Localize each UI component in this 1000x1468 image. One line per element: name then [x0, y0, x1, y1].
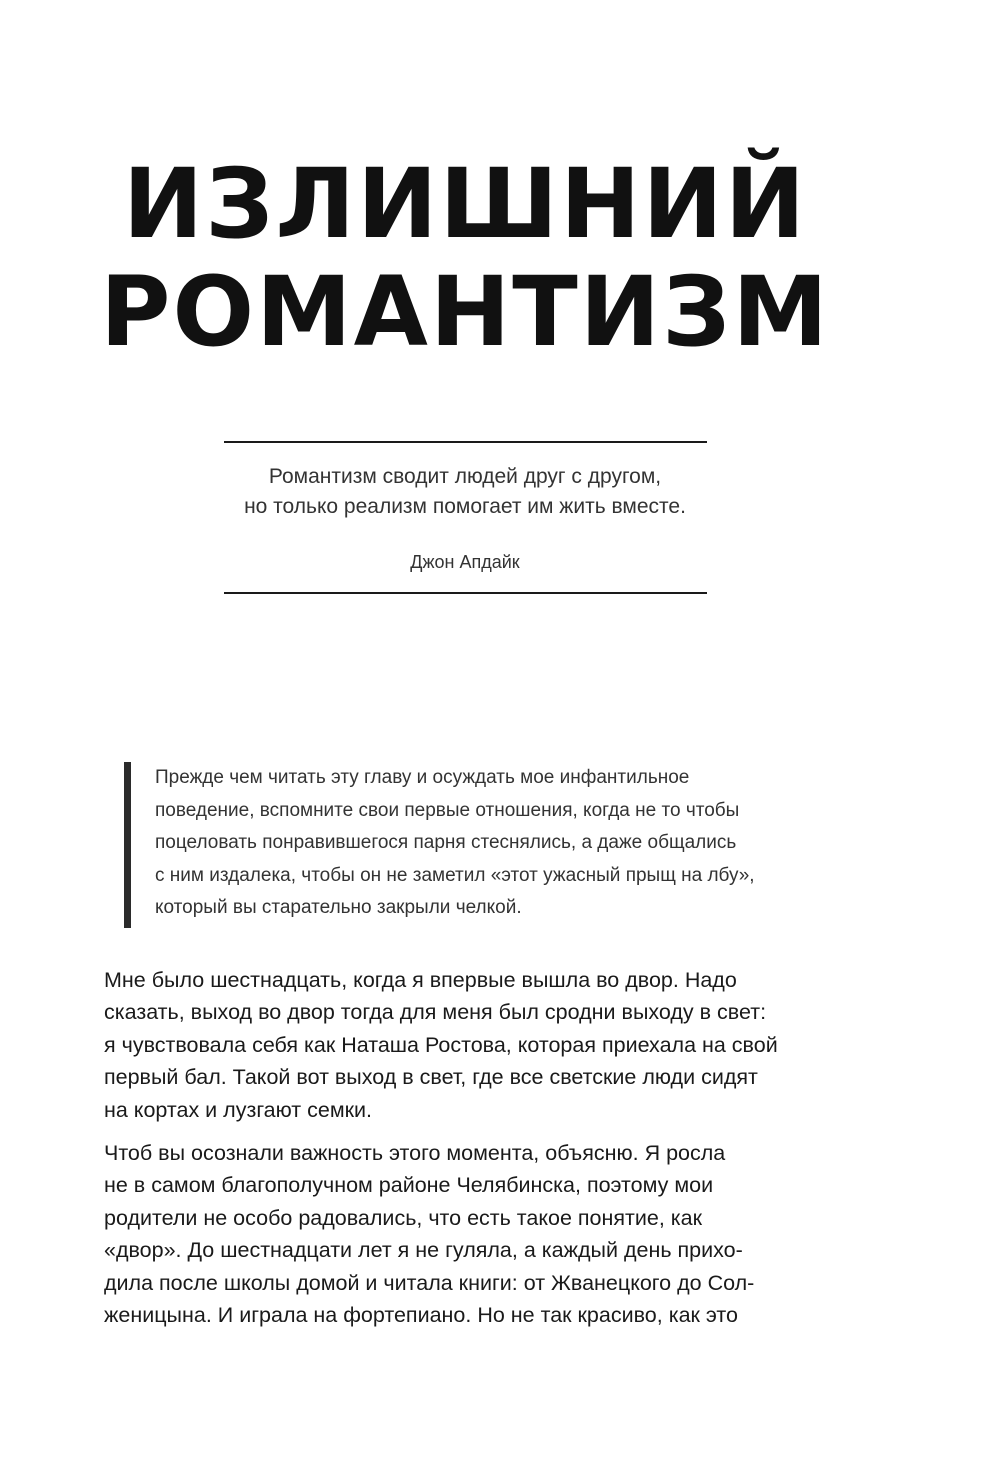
epigraph-top-rule — [224, 441, 707, 443]
callout-bar — [124, 762, 131, 928]
body-line: дила после школы домой и читала книги: от Жванецкого до Сол- — [104, 1270, 755, 1295]
epigraph-quote — [200, 462, 730, 522]
body-line: Мне было шестнадцать, когда я впервые вышла во двор. Надо — [104, 968, 737, 992]
chapter-title — [0, 150, 930, 366]
callout-line: Прежде чем читать эту главу и осуждать мое инфантильное — [155, 767, 690, 788]
body-line: я чувствовала себя как Наташа Ростова, которая приехала на свой — [104, 1032, 778, 1057]
callout-line: с ним издалека, чтобы он не заметил «этот ужасный прыщ на лбу», — [155, 864, 755, 886]
body-line: сказать, выход во двор тогда для меня был сродни выходу в свет: — [104, 1000, 767, 1025]
epigraph-line: Романтизм сводит людей друг с другом, — [268, 465, 662, 488]
callout-line: поведение, вспомните свои первые отношения, когда не то чтобы — [155, 799, 740, 821]
callout-line: который вы старательно закрыли челкой. — [155, 897, 522, 918]
epigraph-author: Джон Апдайк — [410, 552, 520, 572]
chapter-title-line: ИЗЛИШНИЙ — [122, 148, 808, 260]
epigraph-bottom-rule — [224, 592, 707, 594]
body-paragraph — [104, 1137, 864, 1331]
body-line: не в самом благополучном районе Челябинска, поэтому мои — [104, 1173, 714, 1198]
body-line: родители не особо радовались, что есть такое понятие, как — [104, 1205, 703, 1230]
body-paragraph — [104, 964, 864, 1126]
chapter-title-line: РОМАНТИЗМ — [100, 256, 830, 368]
epigraph-line: но только реализм помогает им жить вместе. — [244, 495, 686, 518]
body-line: «двор». До шестнадцати лет я не гуляла, а каждый день прихо- — [104, 1238, 743, 1263]
body-line: первый бал. Такой вот выход в свет, где все светские люди сидят — [104, 1065, 758, 1090]
callout-line: поцеловать понравившегося парня стеснялись, а даже общались — [155, 832, 737, 853]
body-line: Чтоб вы осознали важность этого момента, объясню. Я росла — [104, 1141, 726, 1165]
body-line: на кортах и лузгают семки. — [104, 1097, 372, 1122]
body-line: женицына. И играла на фортепиано. Но не так красиво, как это — [104, 1303, 738, 1328]
callout-note — [155, 762, 855, 925]
